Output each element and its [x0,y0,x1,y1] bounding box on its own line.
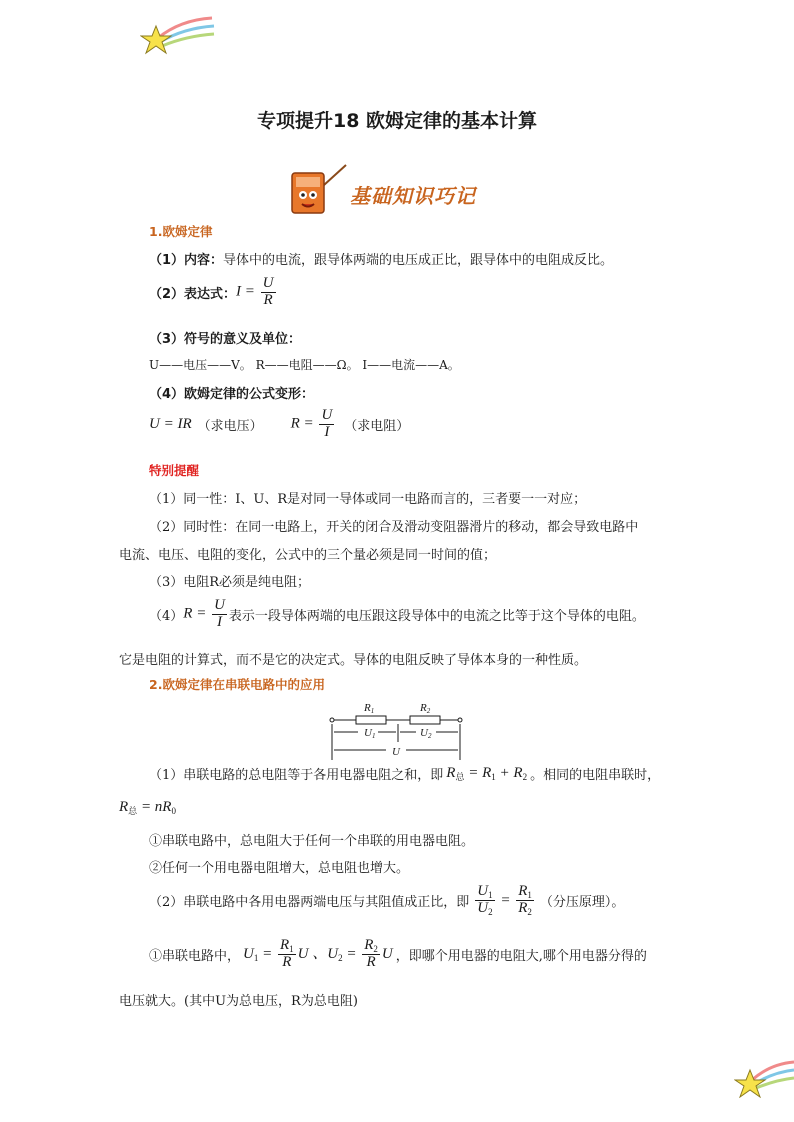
svg-text:R2: R2 [420,702,431,715]
shooting-star-icon [734,1058,794,1098]
svg-text:U: U [392,746,400,758]
item-label: （2）表达式： [149,286,237,302]
note-item: 表示一段导体两端的电压跟这段导体中的电流之比等于这个导体的电阻。 [228,608,645,624]
formula-u: U = IR [149,415,192,432]
formula-series-sum: $R_总 = R_1 + R_2$ [446,764,528,782]
paragraph-text: 电压就大。(其中U为总电压，R为总电阻) [119,994,358,1009]
book-mascot-icon [288,163,348,219]
paragraph-text: ②任何一个用电器电阻增大，总电阻也增大。 [149,861,410,876]
note-item: （3）电阻R必须是纯电阻； [149,575,311,590]
svg-text:R1: R1 [364,702,375,715]
note-item-prefix: （4） [149,608,184,624]
formula-note: （求电压） [197,418,263,434]
item-label: （4）欧姆定律的公式变形： [149,387,315,402]
item-label: （3）符号的意义及单位： [149,332,302,347]
formula-divider: $U_1$ = $\frac{R_1}{R}$ U 、$U_2$ = $\frac{R_2}{R}$ U [243,937,393,971]
formula-ohm: I = $\frac{U}{R}$ [236,275,274,308]
item-label: （1）内容： [149,253,224,268]
svg-text:U2: U2 [420,727,432,740]
paragraph-text: （分压原理）。 [539,895,625,911]
formula-r: R = $\frac{U}{I}$ [183,597,225,630]
formula-series-n: $R_总 = nR_0$ [119,799,176,816]
formula-note: （求电阻） [344,418,410,434]
svg-text:U1: U1 [364,727,376,740]
note-item: （1）同一性：I、U、R是对同一导体或同一电路而言的，三者要一一对应； [149,492,587,507]
paragraph-text: ①串联电路中，总电阻大于任何一个串联的用电器电阻。 [149,834,475,849]
banner-title: 基础知识巧记 [350,184,476,208]
section-heading: 1.欧姆定律 [149,224,213,239]
formula-r: R = $\frac{U}{I}$ [290,407,333,440]
paragraph-text: （2）串联电路中各用电器两端电压与其阻值成正比，即 [149,895,470,911]
section-heading: 2.欧姆定律在串联电路中的应用 [149,677,325,692]
units-line: U——电压——V。 R——电阻——Ω。 I——电流——A。 [149,358,460,372]
item-text: 导体中的电流，跟导体两端的电压成正比，跟导体中的电阻成反比。 [223,253,614,268]
note-item: 它是电阻的计算式，而不是它的决定式。导体的电阻反映了导体本身的一种性质。 [119,653,588,668]
paragraph-text: 。相同的电阻串联时， [530,768,661,783]
note-heading: 特别提醒 [149,463,200,478]
note-item: （2）同时性：在同一电路上，开关的闭合及滑动变阻器滑片的移动，都会导致电路中 [149,520,639,535]
paragraph-text: ①串联电路中， [149,949,241,965]
formula-ratio: $\frac{U_1}{U_2}$ = $\frac{R_1}{R_2}$ [477,883,532,918]
page-title: 专项提升18 欧姆定律的基本计算 [256,110,538,132]
shooting-star-icon [140,12,220,60]
paragraph-text: （1）串联电路的总电阻等于各用电器电阻之和，即 [149,768,444,783]
series-circuit-diagram [328,700,464,762]
note-item: 电流、电压、电阻的变化，公式中的三个量必须是同一时间的值； [119,548,497,563]
paragraph-text: ，即哪个用电器的电阻大,哪个用电器分得的 [395,949,647,965]
